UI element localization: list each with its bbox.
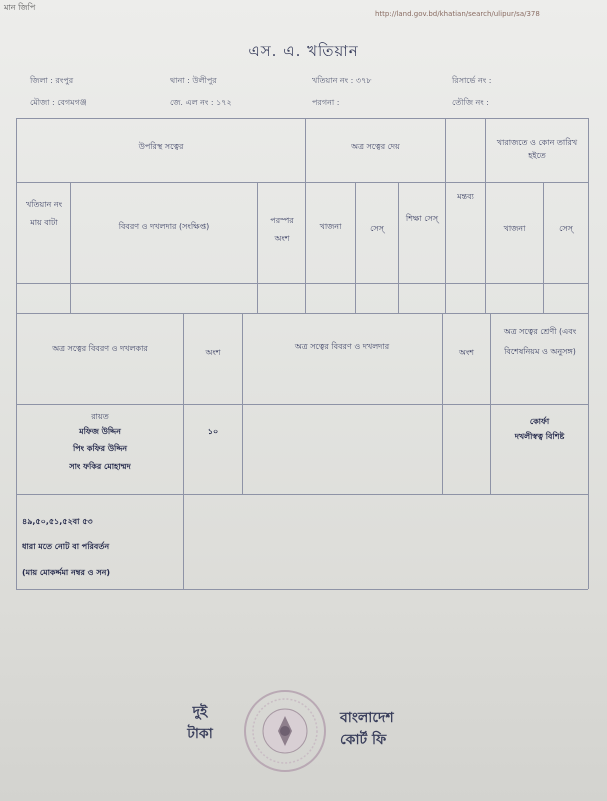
entry-name-2: পিং কফির উদ্দিন	[72, 444, 128, 453]
lower-col-owner: অত্র সত্বের বিবরণ ও দখলদার	[294, 342, 390, 351]
thana-field: থানা : উলীপুর	[170, 76, 217, 85]
col-khatian: খতিয়ান নং মায় বাটা	[25, 200, 63, 227]
col-khajna: খাজনা	[319, 222, 342, 231]
footer-numbers: ৪৯,৫০,৫১,৫২বা ৫৩	[22, 517, 93, 526]
stamp-left-line-1: দুই	[192, 704, 208, 720]
lower-col-share: অংশ	[205, 348, 221, 357]
col-details: বিবরণ ও দখলদার (সংক্ষিপ্ত)	[118, 222, 210, 231]
stamp-right-line-2: কোর্ট ফি	[340, 732, 387, 748]
mouza-field: মৌজা : বেগমগঞ্জ	[30, 98, 87, 107]
entry-name-1: মফিজ উদ্দিন	[79, 427, 121, 436]
entry-class-2: দখলীস্বত্ব বিশিষ্ট	[514, 432, 565, 441]
stamp-left-line-2: টাকা	[187, 726, 213, 742]
district-field: জিলা : রংপুর	[30, 76, 74, 85]
stamp-right-line-1: বাংলাদেশ	[340, 710, 394, 726]
touji-no-field: তৌজি নং :	[452, 98, 489, 107]
pargana-field: পরগনা :	[312, 98, 340, 107]
footer-line-3: (মায় মোকর্দ্দমা নম্বর ও সন)	[22, 568, 111, 577]
upper-heading: উপরিস্থ সত্বের	[138, 142, 184, 151]
col-khajna-2: খাজনা	[503, 224, 526, 233]
page-title: এস. এ. খতিয়ান	[248, 42, 359, 60]
col-share: পরস্পর অংশ	[270, 216, 294, 243]
khatian-no-field: খতিয়ান নং : ৩৭৮	[312, 76, 372, 85]
lower-col-share-2: অংশ	[458, 348, 475, 357]
source-url: http://land.gov.bd/khatian/search/ulipur/sa/378	[375, 10, 540, 18]
col-ses-2: সেস্	[559, 224, 573, 233]
entry-share: ১০	[207, 427, 219, 436]
entry-address: সাং ফকির মোহাম্মদ	[69, 462, 131, 471]
lower-col-class: অত্র সত্বের শ্রেণী (এবং বিশেষনিয়ম ও অনুসঙ্গ)	[503, 327, 577, 356]
lower-col-details: অত্র সত্বের বিবরণ ও দখলকার	[52, 344, 148, 353]
jl-no-field: জে. এল নং : ১৭২	[170, 98, 232, 107]
col-ses: সেস্	[370, 224, 384, 233]
court-fee-seal-icon	[240, 686, 330, 776]
sub-heading: অত্র সত্বের দেয়	[351, 142, 400, 151]
col-shiksha: শিক্ষা সেস্	[405, 214, 439, 223]
register-no-field: রিসার্ভে নং :	[452, 76, 492, 85]
lost-heading: খারাজতে ও কোন তারিখ হইতে	[496, 138, 578, 160]
entry-raiyat: রায়ত	[91, 412, 109, 421]
entry-class-1: কোর্ফা	[529, 417, 550, 426]
maddha-heading: মন্তব্য	[457, 192, 474, 201]
footer-line-2: ধারা মতে নোট বা পরিবর্তন	[22, 542, 110, 551]
corner-note: মান জিপি	[4, 3, 36, 12]
